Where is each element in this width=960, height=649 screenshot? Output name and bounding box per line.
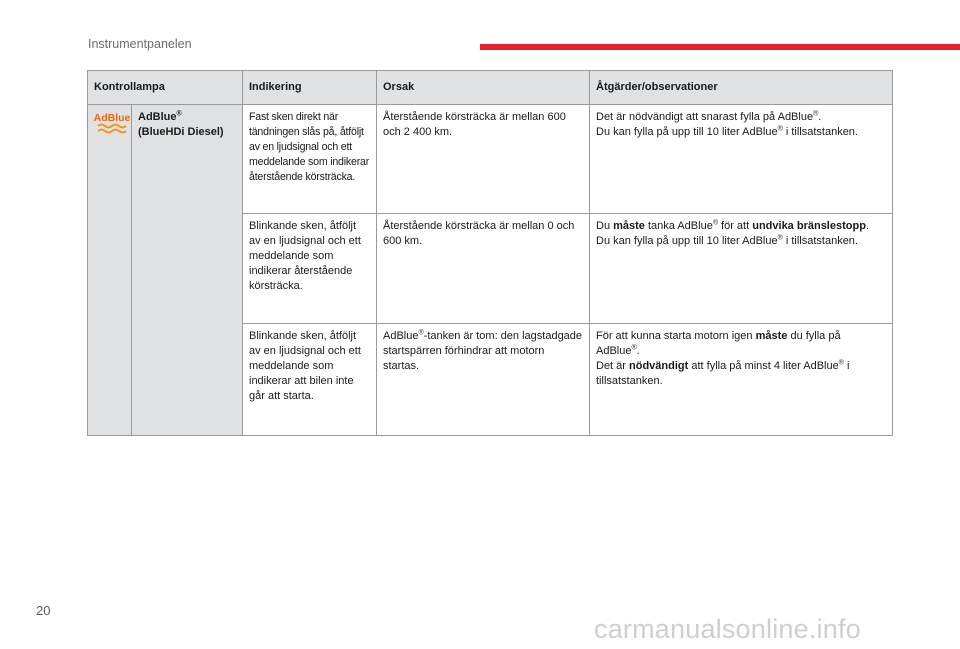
lamp-icon-cell: [88, 105, 132, 436]
warning-lamp-table: [87, 70, 893, 436]
row1-atgard: Det är nödvändigt att snarast fylla på AdBlue®. Du kan fylla på upp till 10 liter AdBlue® i tillsatstanken.: [590, 105, 893, 214]
row1-orsak: Återstående körsträcka är mellan 600 och 2 400 km.: [377, 105, 590, 214]
column-header-kontrollampa: Kontrollampa: [88, 71, 243, 105]
watermark: carmanualsonline.info: [594, 614, 861, 644]
page-number: 20: [36, 603, 51, 618]
table-header-row: [88, 71, 893, 105]
lamp-variant: (BlueHDi Diesel): [138, 126, 224, 138]
table-row: [88, 105, 893, 214]
row3-atgard: För att kunna starta motorn igen måste du fylla på AdBlue®. Det är nödvändigt att fylla på minst 4 liter AdBlue® i tillsatstanken.: [590, 324, 893, 436]
adblue-icon: [94, 110, 130, 136]
row1-indikering: Fast sken direkt när tändningen slås på, åtföljt av en ljudsignal och ett meddelande som indikerar återstående körsträcka.: [243, 105, 377, 214]
row2-atgard: Du måste tanka AdBlue® för att undvika bränslestopp. Du kan fylla på upp till 10 liter AdBlue® i tillsatstanken.: [590, 214, 893, 324]
column-header-indikering: Indikering: [243, 71, 377, 105]
column-header-orsak: Orsak: [377, 71, 590, 105]
lamp-name-cell: [132, 105, 243, 436]
section-title: Instrumentpanelen: [88, 37, 192, 51]
section-accent-bar: [480, 44, 960, 50]
row3-indikering: Blinkande sken, åtföljt av en ljudsignal och ett meddelande som indikerar att bilen inte går att starta.: [243, 324, 377, 436]
adblue-icon-text: AdBlue: [94, 112, 130, 124]
row2-orsak: Återstående körsträcka är mellan 0 och 600 km.: [377, 214, 590, 324]
column-header-atgarder: Åtgärder/observationer: [590, 71, 893, 105]
row3-orsak: AdBlue®-tanken är tom: den lagstadgade startspärren förhindrar att motorn startas.: [377, 324, 590, 436]
row2-indikering: Blinkande sken, åtföljt av en ljudsignal och ett meddelande som indikerar återstående körsträcka.: [243, 214, 377, 324]
lamp-name: AdBlue: [138, 111, 177, 123]
registered-mark: ®: [176, 110, 182, 118]
